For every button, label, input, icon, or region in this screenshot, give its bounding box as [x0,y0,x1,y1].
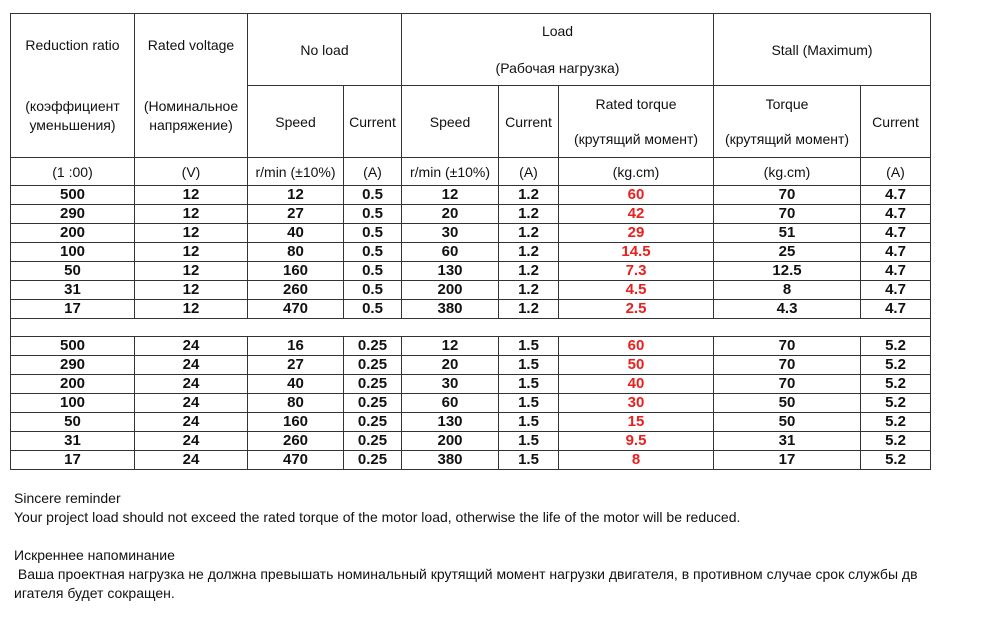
table-cell: 0.25 [344,375,402,394]
table-row [11,432,931,451]
table-row [11,375,931,394]
table-row [11,356,931,375]
rated-torque-cell: 30 [559,394,714,413]
table-cell: 31 [11,432,135,451]
table-row [11,281,931,300]
table-cell: 4.3 [714,300,861,319]
table-cell: 27 [248,205,344,224]
table-cell: 1.5 [499,413,559,432]
rated-torque-cell: 8 [559,451,714,470]
table-row [11,262,931,281]
table-cell: 12 [248,186,344,205]
table-cell: 12 [135,281,248,300]
group-separator [11,319,931,337]
table-cell: 500 [11,337,135,356]
rated-torque-cell: 50 [559,356,714,375]
table-cell: 25 [714,243,861,262]
table-cell: 70 [714,337,861,356]
table-cell: 1.2 [499,205,559,224]
rated-torque-cell: 7.3 [559,262,714,281]
spec-table [10,13,931,470]
table-cell: 50 [11,413,135,432]
table-cell: 0.25 [344,356,402,375]
table-cell: 70 [714,205,861,224]
table-cell: 17 [11,300,135,319]
rated-torque-cell: 14.5 [559,243,714,262]
table-cell: 130 [402,262,499,281]
unit-cell: r/min (±10%) [402,158,499,186]
header-no-load-current: Current [344,86,402,158]
unit-cell: (V) [135,158,248,186]
table-cell: 200 [11,375,135,394]
table-cell: 4.7 [861,281,931,300]
table-cell: 17 [11,451,135,470]
table-cell: 8 [714,281,861,300]
table-cell: 5.2 [861,413,931,432]
reminder-title-en: Sincere reminder [14,490,121,506]
table-cell: 0.5 [344,281,402,300]
header-load-speed: Speed [402,86,499,158]
table-cell: 100 [11,243,135,262]
table-cell: 380 [402,451,499,470]
unit-cell: (A) [499,158,559,186]
header-load: Load (Рабочая нагрузка) [402,14,714,86]
table-cell: 60 [402,394,499,413]
table-cell: 40 [248,375,344,394]
table-cell: 16 [248,337,344,356]
table-cell: 12 [135,262,248,281]
table-row [11,205,931,224]
table-cell: 12 [135,186,248,205]
table-cell: 0.25 [344,394,402,413]
table-cell: 0.5 [344,205,402,224]
table-cell: 4.7 [861,205,931,224]
units-row [11,158,931,186]
unit-cell: (1 :00) [11,158,135,186]
table-cell: 12 [135,300,248,319]
table-cell: 60 [402,243,499,262]
table-cell: 70 [714,186,861,205]
table-cell: 1.5 [499,356,559,375]
table-cell: 260 [248,432,344,451]
table-cell: 12 [402,186,499,205]
table-cell: 4.7 [861,262,931,281]
rated-torque-cell: 42 [559,205,714,224]
table-cell: 470 [248,451,344,470]
header-load-current: Current [499,86,559,158]
table-cell: 0.5 [344,224,402,243]
table-cell: 5.2 [861,451,931,470]
table-cell: 0.25 [344,413,402,432]
header-stall-torque: Torque (крутящий момент) [714,86,861,158]
reminder-title-ru: Искреннее напоминание [14,547,175,563]
table-cell: 260 [248,281,344,300]
rated-torque-cell: 15 [559,413,714,432]
table-cell: 0.25 [344,432,402,451]
table-cell: 1.2 [499,262,559,281]
table-cell: 5.2 [861,432,931,451]
table-cell: 200 [11,224,135,243]
table-cell: 5.2 [861,337,931,356]
table-cell: 51 [714,224,861,243]
table-cell: 0.5 [344,262,402,281]
table-cell: 290 [11,205,135,224]
table-cell: 50 [714,394,861,413]
table-cell: 12 [402,337,499,356]
header-no-load-speed: Speed [248,86,344,158]
table-cell: 160 [248,262,344,281]
table-cell: 20 [402,205,499,224]
table-cell: 30 [402,375,499,394]
table-cell: 5.2 [861,375,931,394]
table-cell: 200 [402,432,499,451]
table-cell: 80 [248,243,344,262]
unit-cell: (kg.cm) [559,158,714,186]
table-cell: 0.5 [344,186,402,205]
table-cell: 31 [11,281,135,300]
table-row [11,451,931,470]
notes [14,489,918,603]
separator-cell [11,319,931,337]
table-cell: 24 [135,451,248,470]
rated-torque-cell: 9.5 [559,432,714,451]
table-cell: 100 [11,394,135,413]
table-cell: 12 [135,224,248,243]
table-cell: 70 [714,356,861,375]
table-cell: 1.5 [499,394,559,413]
table-cell: 5.2 [861,356,931,375]
rated-torque-cell: 29 [559,224,714,243]
table-cell: 1.5 [499,451,559,470]
table-cell: 4.7 [861,300,931,319]
table-row [11,224,931,243]
table-cell: 160 [248,413,344,432]
table-cell: 1.2 [499,300,559,319]
unit-cell: r/min (±10%) [248,158,344,186]
table-cell: 24 [135,432,248,451]
table-cell: 4.7 [861,224,931,243]
rated-torque-cell: 4.5 [559,281,714,300]
unit-cell: (A) [344,158,402,186]
table-cell: 1.2 [499,243,559,262]
table-cell: 130 [402,413,499,432]
table-cell: 1.5 [499,375,559,394]
table-cell: 80 [248,394,344,413]
table-cell: 200 [402,281,499,300]
table-cell: 5.2 [861,394,931,413]
table-cell: 24 [135,337,248,356]
table-cell: 24 [135,394,248,413]
rated-torque-cell: 40 [559,375,714,394]
table-row [11,337,931,356]
table-cell: 1.2 [499,186,559,205]
unit-cell: (kg.cm) [714,158,861,186]
table-cell: 20 [402,356,499,375]
table-cell: 1.2 [499,281,559,300]
table-row [11,413,931,432]
table-cell: 0.25 [344,337,402,356]
header-rated-torque: Rated torque (крутящий момент) [559,86,714,158]
table-cell: 12.5 [714,262,861,281]
table-cell: 24 [135,375,248,394]
table-cell: 500 [11,186,135,205]
unit-cell: (A) [861,158,931,186]
rated-torque-cell: 60 [559,186,714,205]
table-cell: 70 [714,375,861,394]
table-cell: 24 [135,356,248,375]
table-row [11,186,931,205]
table-cell: 40 [248,224,344,243]
rated-torque-cell: 2.5 [559,300,714,319]
table-cell: 12 [135,205,248,224]
table-cell: 24 [135,413,248,432]
header-no-load: No load [248,14,402,86]
header-rated-voltage: Rated voltage (Номинальное напряжение) [135,14,248,158]
table-cell: 30 [402,224,499,243]
table-cell: 4.7 [861,186,931,205]
reminder-body-ru-line1: Ваша проектная нагрузка не должна превышать номинальный крутящий момент нагрузки двигателя, в противном случае срок службы дв [14,566,918,582]
table-cell: 470 [248,300,344,319]
table-cell: 0.5 [344,243,402,262]
table-row [11,394,931,413]
rated-torque-cell: 60 [559,337,714,356]
table-cell: 17 [714,451,861,470]
table-cell: 27 [248,356,344,375]
table-cell: 4.7 [861,243,931,262]
table-cell: 290 [11,356,135,375]
reminder-body-en: Your project load should not exceed the rated torque of the motor load, otherwise the life of the motor will be reduced. [14,509,741,525]
table-cell: 12 [135,243,248,262]
table-cell: 380 [402,300,499,319]
reminder-body-ru-line2: игателя будет сокращен. [14,585,175,601]
table-cell: 0.25 [344,451,402,470]
table-cell: 1.2 [499,224,559,243]
header-stall: Stall (Maximum) [714,14,931,86]
table-row [11,300,931,319]
table-cell: 50 [714,413,861,432]
table-cell: 1.5 [499,337,559,356]
table-cell: 50 [11,262,135,281]
header-stall-current: Current [861,86,931,158]
table-cell: 1.5 [499,432,559,451]
table-cell: 31 [714,432,861,451]
table-row [11,243,931,262]
header-reduction-ratio: Reduction ratio (коэффициент уменьшения) [11,14,135,158]
table-cell: 0.5 [344,300,402,319]
